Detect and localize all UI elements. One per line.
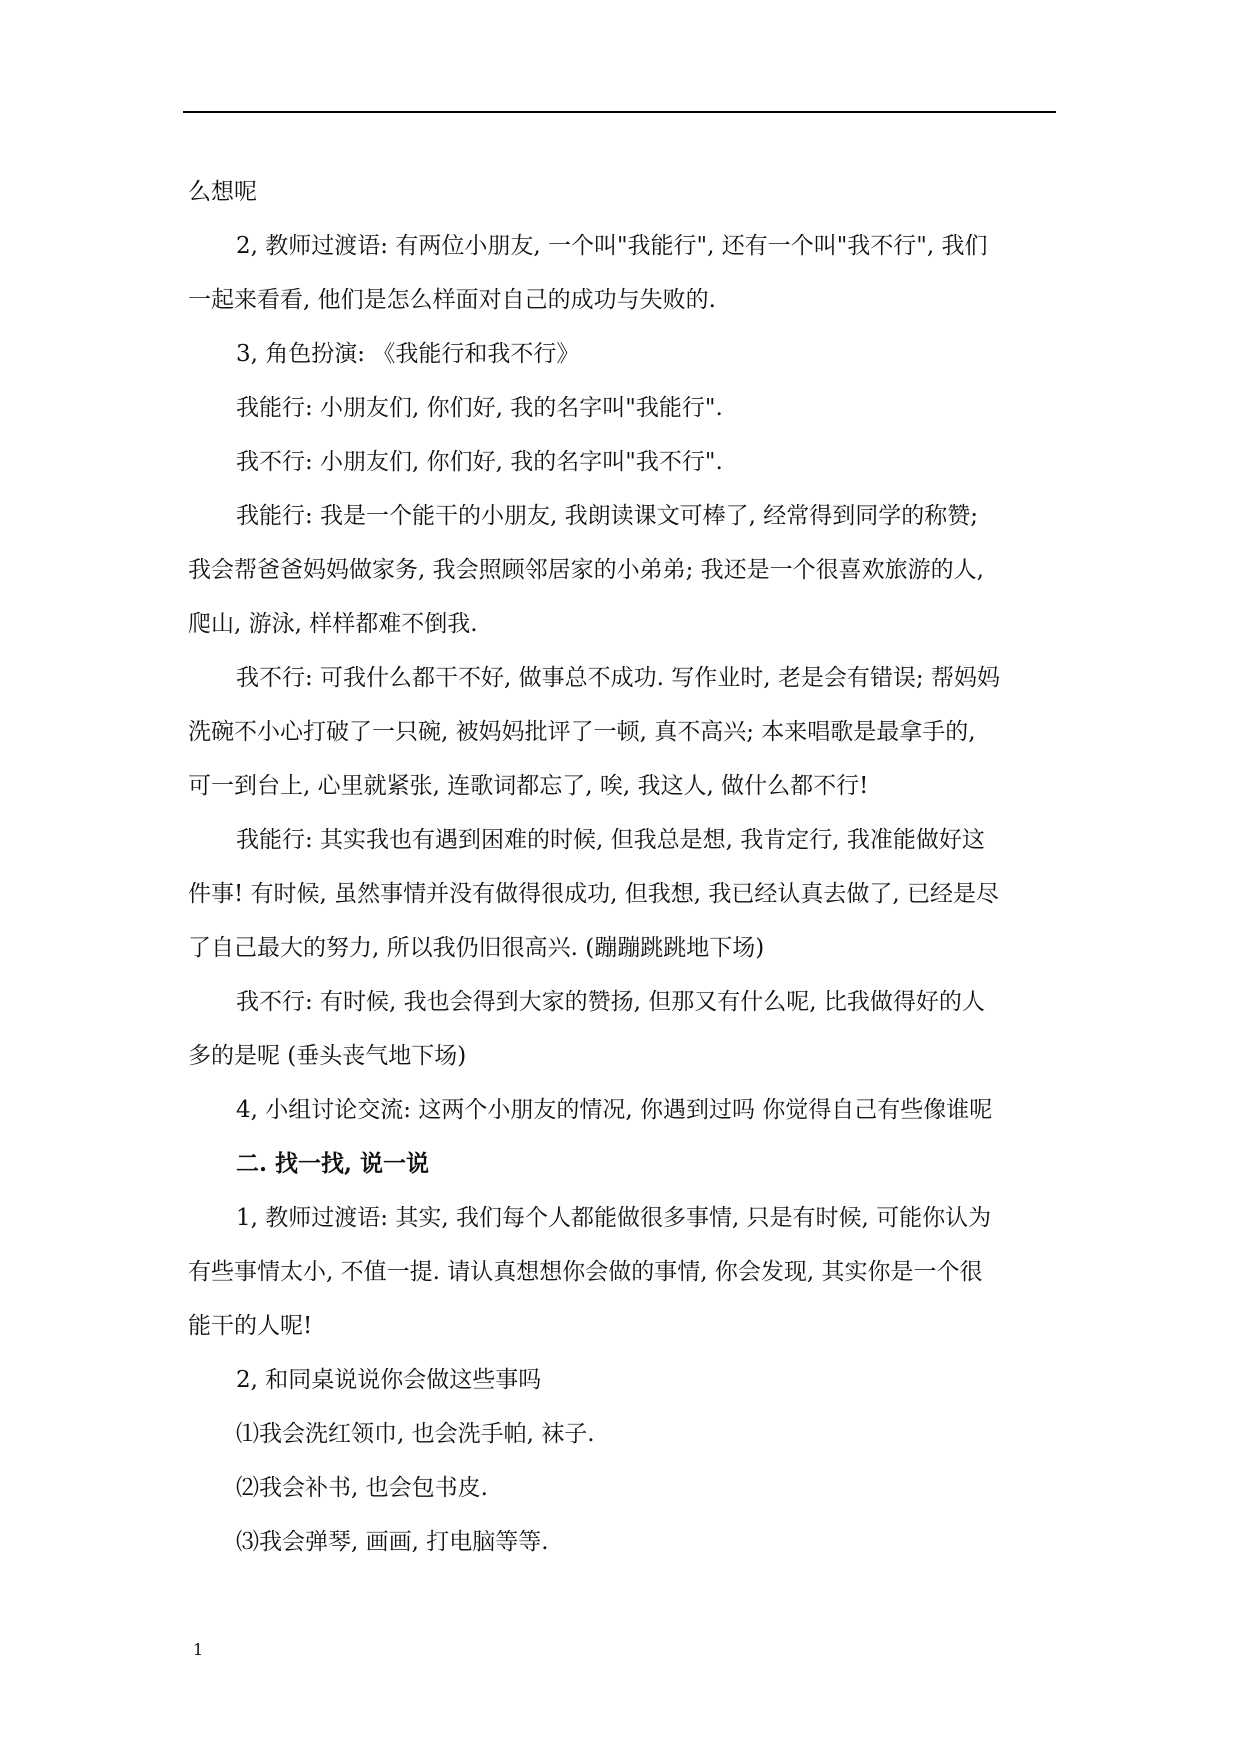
page-number: 1	[193, 1640, 204, 1659]
header-rule	[183, 111, 1056, 113]
text-line: 4, 小组讨论交流: 这两个小朋友的情况, 你遇到过吗 你觉得自己有些像谁呢	[236, 1097, 993, 1123]
text-line: 1, 教师过渡语: 其实, 我们每个人都能做很多事情, 只是有时候, 可能你认为	[236, 1205, 992, 1231]
text-line: 我会帮爸爸妈妈做家务, 我会照顾邻居家的小弟弟; 我还是一个很喜欢旅游的人,	[188, 557, 984, 583]
text-line: 洗碗不小心打破了一只碗, 被妈妈批评了一顿, 真不高兴; 本来唱歌是最拿手的,	[188, 719, 976, 745]
text-line: 我能行: 我是一个能干的小朋友, 我朗读课文可棒了, 经常得到同学的称赞;	[236, 503, 979, 529]
text-line: 2, 和同桌说说你会做这些事吗	[236, 1367, 542, 1393]
text-line: 了自己最大的努力, 所以我仍旧很高兴. (蹦蹦跳跳地下场)	[188, 935, 765, 961]
text-line: 我能行: 其实我也有遇到困难的时候, 但我总是想, 我肯定行, 我准能做好这	[236, 827, 985, 853]
text-line: 能干的人呢!	[188, 1313, 313, 1339]
text-line: 爬山, 游泳, 样样都难不倒我.	[188, 611, 478, 637]
list-item: ⑶我会弹琴, 画画, 打电脑等等.	[236, 1529, 549, 1555]
text-line: 我不行: 有时候, 我也会得到大家的赞扬, 但那又有什么呢, 比我做得好的人	[236, 989, 985, 1015]
text-line: 多的是呢 (垂头丧气地下场)	[188, 1043, 467, 1069]
section-heading: 二. 找一找, 说一说	[236, 1150, 430, 1177]
text-line: 一起来看看, 他们是怎么样面对自己的成功与失败的.	[188, 287, 716, 313]
text-line: 么想呢	[188, 179, 257, 205]
text-line: 3, 角色扮演: 《我能行和我不行》	[236, 341, 580, 367]
text-line: 我能行: 小朋友们, 你们好, 我的名字叫"我能行".	[236, 395, 723, 421]
list-item: ⑴我会洗红领巾, 也会洗手帕, 袜子.	[236, 1421, 595, 1447]
text-line: 有些事情太小, 不值一提. 请认真想想你会做的事情, 你会发现, 其实你是一个很	[188, 1259, 983, 1285]
list-item: ⑵我会补书, 也会包书皮.	[236, 1475, 488, 1501]
text-line: 我不行: 可我什么都干不好, 做事总不成功. 写作业时, 老是会有错误; 帮妈妈	[236, 665, 1000, 691]
document-body	[188, 165, 1050, 1569]
text-line: 2, 教师过渡语: 有两位小朋友, 一个叫"我能行", 还有一个叫"我不行", 我们	[236, 233, 988, 259]
text-line: 可一到台上, 心里就紧张, 连歌词都忘了, 唉, 我这人, 做什么都不行!	[188, 773, 869, 799]
text-line: 件事! 有时候, 虽然事情并没有做得很成功, 但我想, 我已经认真去做了, 已经是尽	[188, 881, 1000, 907]
text-line: 我不行: 小朋友们, 你们好, 我的名字叫"我不行".	[236, 449, 723, 475]
